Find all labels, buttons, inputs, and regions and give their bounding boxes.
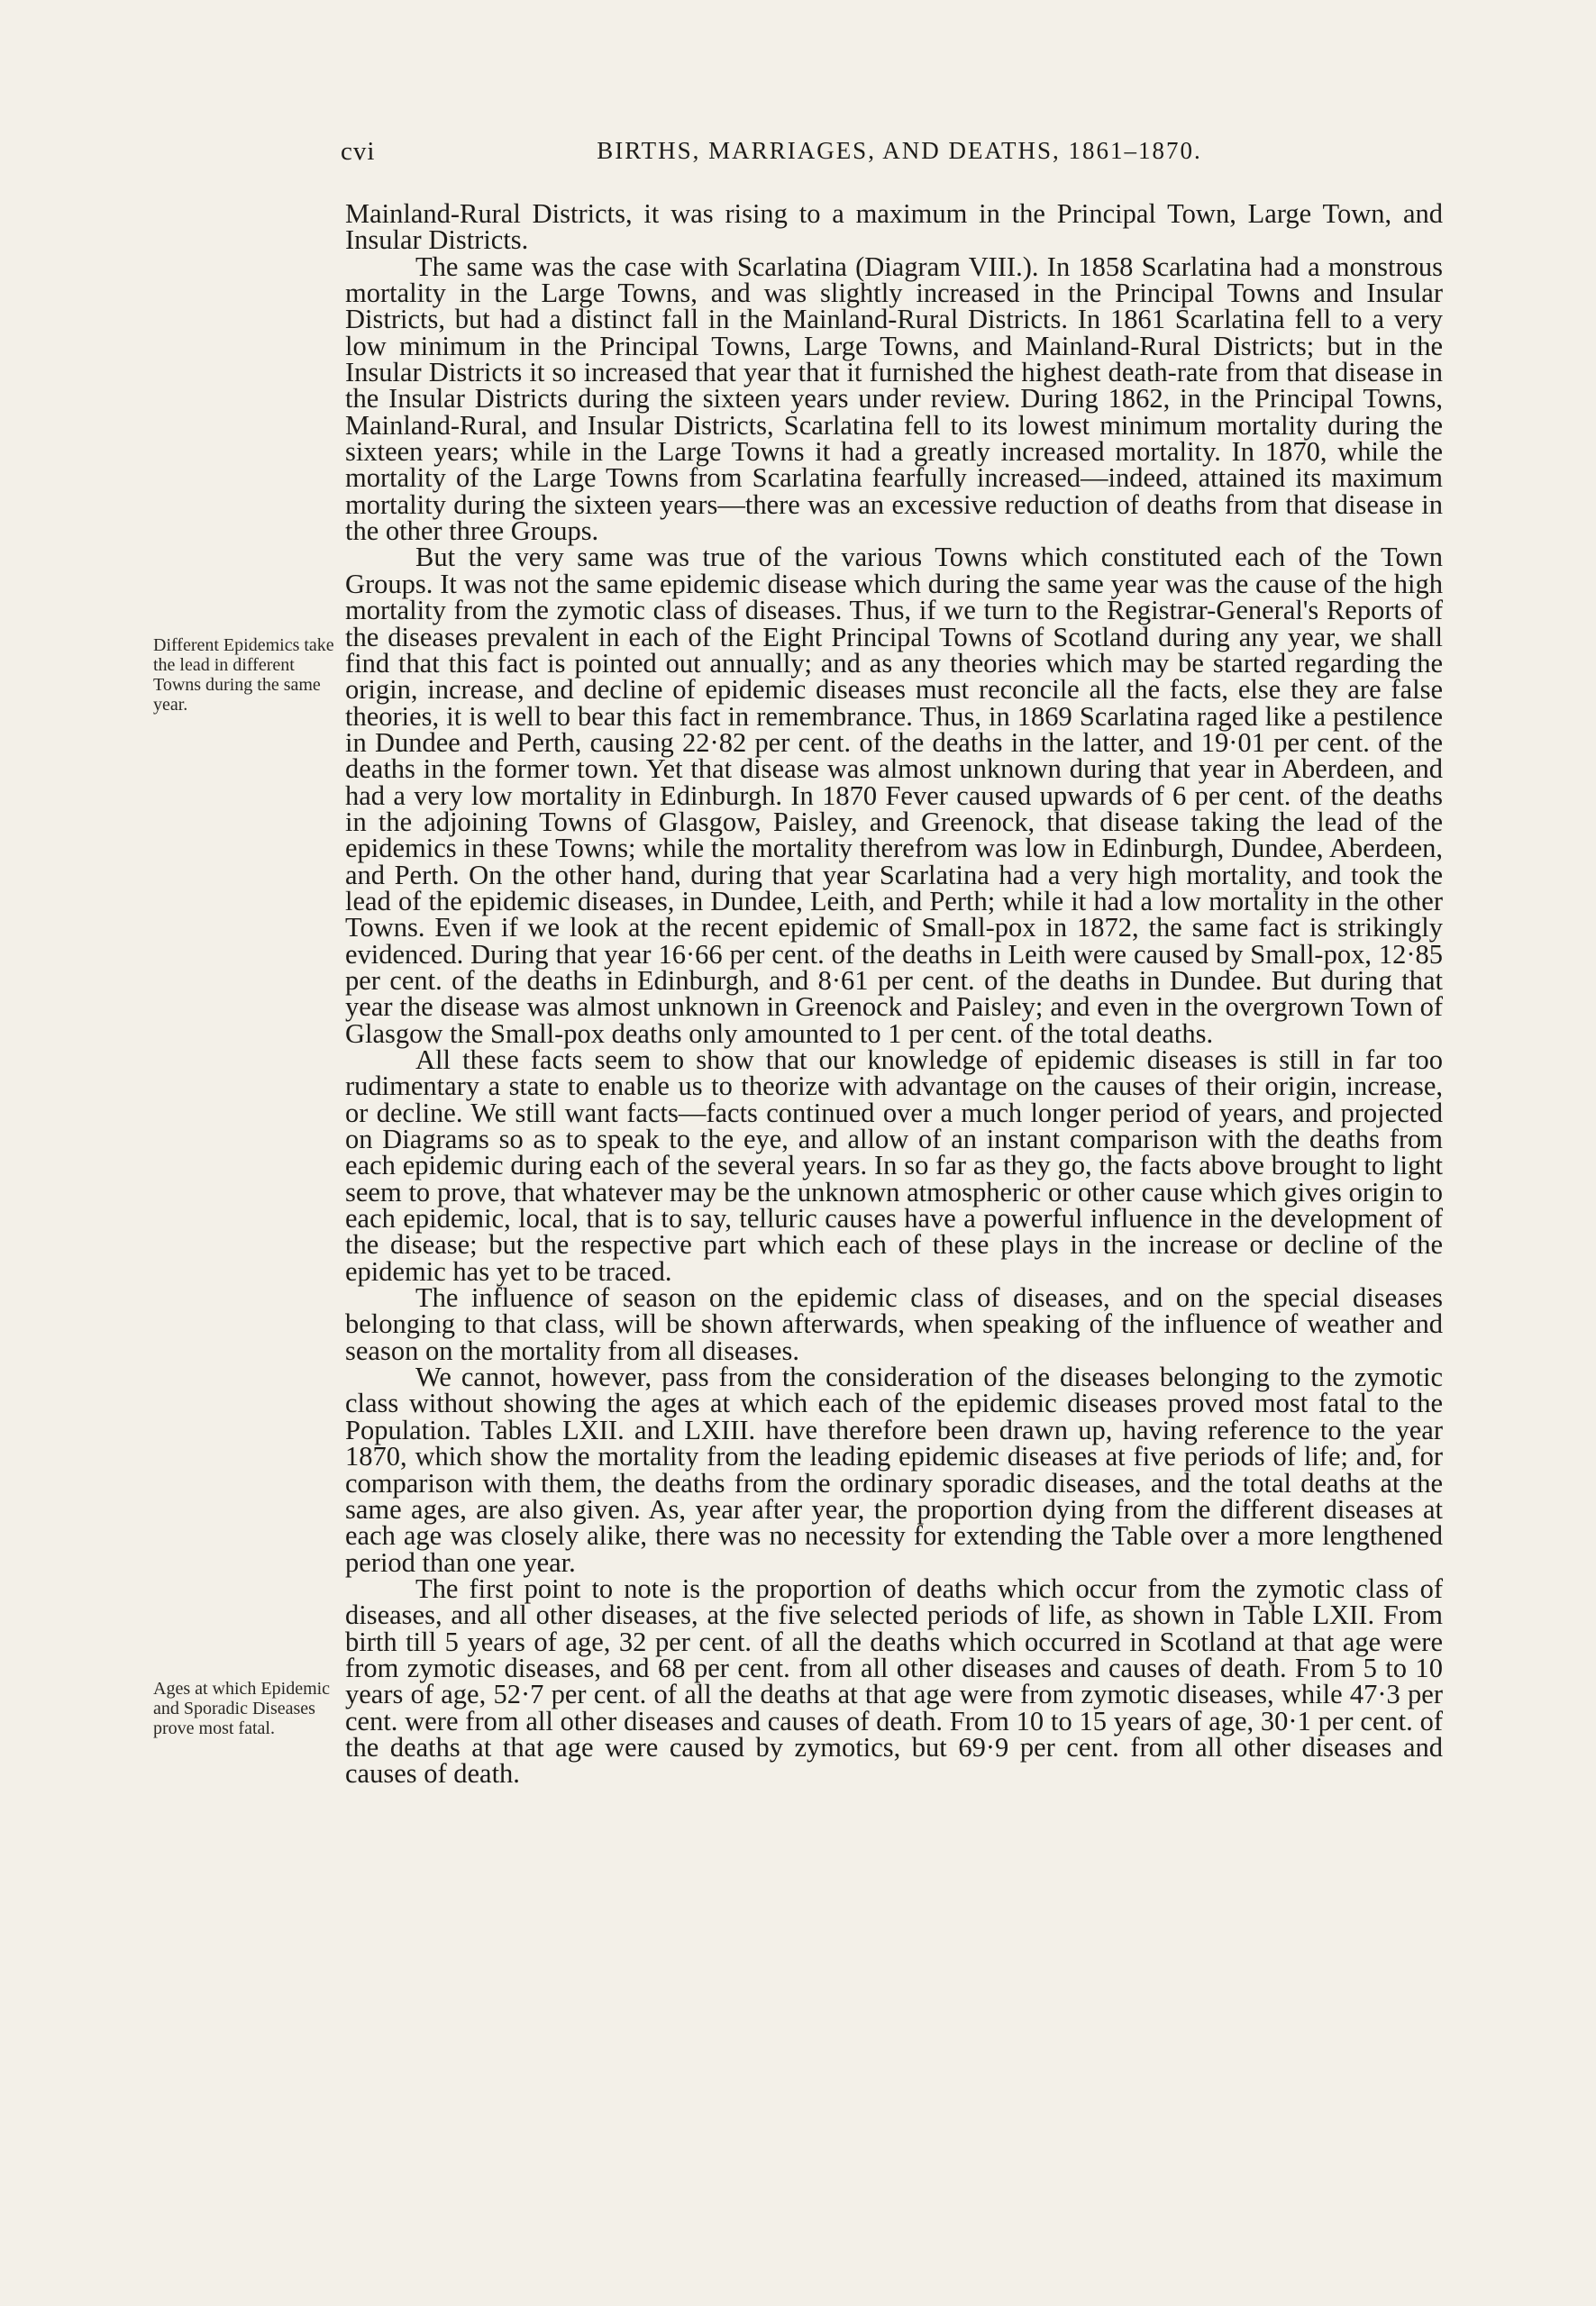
page-number: cvi [341,137,376,166]
body-text [345,198,1443,1790]
margin-note-epidemics: Different Epidemics take the lead in different Towns during the same year. [153,635,334,715]
running-title: BIRTHS, MARRIAGES, AND DEATHS, 1861–1870. [597,137,1202,164]
paragraph: The influence of season on the epidemic class of diseases, and on the special diseases belonging to that class, will be shown afterwards, when speaking of the influence of weather and season on the mortality from all diseases. [345,1282,1443,1366]
paragraph: All these facts seem to show that our knowledge of epidemic diseases is still in far too rudimentary a state to enable us to theorize with advantage on the causes of their origin, increase, or decline. We still want facts—facts continued over a much longer period of years, and projected on Diagrams so as to speak to the eye, and allow of an instant comparison with the deaths from each epidemic during each of the several years. In so far as they go, the facts above brought to light seem to prove, that whatever may be the unknown atmospheric or other cause which gives origin to each epidemic, local, that is to say, telluric causes have a powerful influence in the development of the disease; but the respective part which each of these plays in the increase or decline of the epidemic has yet to be traced. [345,1044,1443,1287]
paragraph: The same was the case with Scarlatina (Diagram VIII.). In 1858 Scarlatina had a monstrous mortality in the Large Towns, and was slightly increased in the Principal Towns and Insular Districts, but had a distinct fall in the Mainland-Rural Districts. In 1861 Scarlatina fell to a very low minimum in the Principal Towns, Large Towns, and Mainland-Rural Districts; but in the Insular Districts it so increased that year that it furnished the highest death-rate from that disease in the Insular Districts during the sixteen years under review. During 1862, in the Principal Towns, Mainland-Rural, and Insular Districts, Scarlatina fell to its lowest minimum mortality during the sixteen years; while in the Large Towns it had a greatly increased mortality. In 1870, while the mortality of the Large Towns from Scarlatina fearfully increased—indeed, attained its maximum mortality during the sixteen years—there was an excessive reduction of deaths from that disease in the other three Groups. [345,251,1443,547]
paragraph: The first point to note is the proportion of deaths which occur from the zymotic class of diseases, and all other diseases, at the five selected periods of life, as shown in Table LXII. From birth till 5 years of age, 32 per cent. of all the deaths which occurred in Scotland at that age were from zymotic diseases, and 68 per cent. from all other diseases and causes of death. From 5 to 10 years of age, 52·7 per cent. of all the deaths at that age were from zymotic diseases, while 47·3 per cent. were from all other diseases and causes of death. From 10 to 15 years of age, 30·1 per cent. of the deaths at that age were caused by zymotics, but 69·9 per cent. from all other diseases and causes of death. [345,1572,1443,1790]
page-header [341,137,1458,173]
margin-note-ages: Ages at which Epidemic and Sporadic Diseases prove most fatal. [153,1679,331,1738]
paragraph: Mainland-Rural Districts, it was rising to a maximum in the Principal Town, Large Town, and Insular Districts. [345,198,1443,256]
paragraph: But the very same was true of the various Towns which constituted each of the Town Groups. It was not the same epidemic disease which during the same year was the cause of the high mortality from the zymotic class of diseases. Thus, if we turn to the Registrar-General's Reports of the diseases prevalent in each of the Eight Principal Towns of Scotland during any year, we shall find that this fact is pointed out annually; and as any theories which may be started regarding the origin, increase, and decline of epidemic diseases must reconcile all the facts, else they are false theories, it is well to bear this fact in remembrance. Thus, in 1869 Scarlatina raged like a pestilence in Dundee and Perth, causing 22·82 per cent. of the deaths in the latter, and 19·01 per cent. of the deaths in the former town. Yet that disease was almost unknown during that year in Aberdeen, and had a very low mortality in Edinburgh. In 1870 Fever caused upwards of 6 per cent. of the deaths in the adjoining Towns of Glasgow, Paisley, and Greenock, that disease taking the lead of the epidemics in these Towns; while the mortality therefrom was low in Edinburgh, Dundee, Aberdeen, and Perth. On the other hand, during that year Scarlatina had a very high mortality, and took the lead of the epidemic diseases, in Dundee, Leith, and Perth; while it had a low mortality in the other Towns. Even if we look at the recent epidemic of Small-pox in 1872, the same fact is strikingly evidenced. During that year 16·66 per cent. of the deaths in Leith were caused by Small-pox, 12·85 per cent. of the deaths in Edinburgh, and 8·61 per cent. of the deaths in Dundee. But during that year the disease was almost unknown in Greenock and Paisley; and even in the overgrown Town of Glasgow the Small-pox deaths only amounted to 1 per cent. of the total deaths. [345,542,1443,1049]
paragraph: We cannot, however, pass from the consideration of the diseases belonging to the zymotic class without showing the ages at which each of the epidemic diseases proved most fatal to the Population. Tables LXII. and LXIII. have therefore been drawn up, having reference to the year 1870, which show the mortality from the leading epidemic diseases at five periods of life; and, for comparison with them, the deaths from the ordinary sporadic diseases, and the total deaths at the same ages, are also given. As, year after year, the proportion dying from the different diseases at each age was closely alike, there was no necessity for extending the Table over a more lengthened period than one year. [345,1362,1443,1578]
